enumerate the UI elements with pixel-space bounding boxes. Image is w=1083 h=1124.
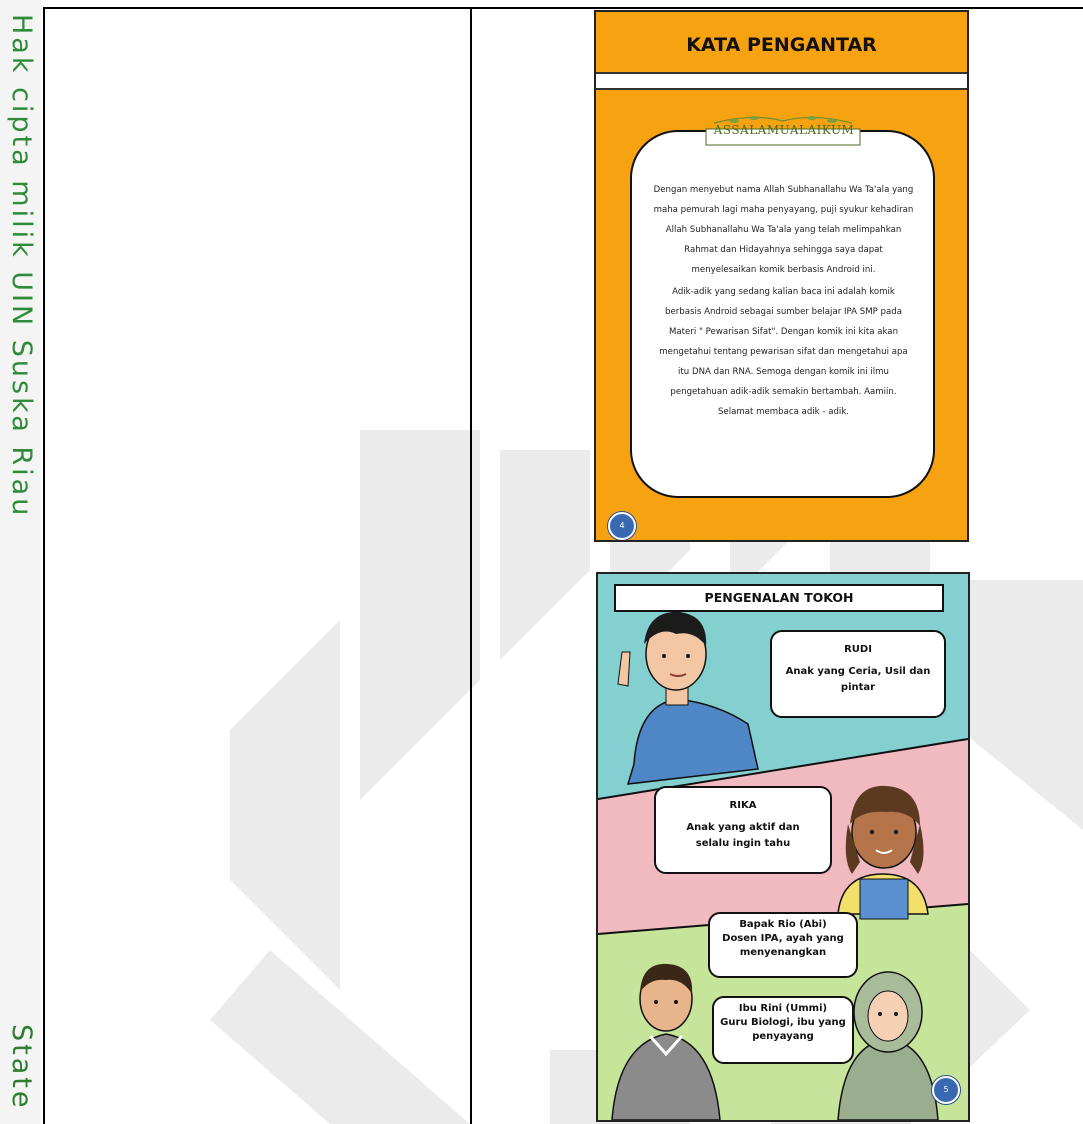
abi-caption	[708, 912, 858, 978]
rudi-name: RUDI	[844, 644, 872, 655]
abi-name: Bapak Rio (Abi)	[739, 919, 827, 930]
page-title: PENGENALAN TOKOH	[614, 584, 944, 612]
page-number-badge: 5	[932, 1076, 960, 1104]
table-column-divider	[470, 7, 472, 1124]
comic-page-4	[594, 10, 969, 542]
table-left-border	[43, 7, 45, 1124]
state-text: State	[6, 1023, 37, 1110]
page-title: KATA PENGANTAR	[686, 34, 877, 56]
greeting-banner: ASSALAMUALAIKUM	[713, 123, 855, 137]
table-top-border	[43, 7, 1083, 9]
copyright-strip	[0, 0, 41, 1124]
ummi-name: Ibu Rini (Ummi)	[738, 1003, 828, 1014]
title-band	[594, 72, 969, 90]
rudi-caption	[770, 630, 946, 718]
ummi-description: Guru Biologi, ibu yang penyayang	[720, 1017, 846, 1042]
rika-caption	[654, 786, 832, 874]
intro-paragraph-1: Dengan menyebut nama Allah Subhanallahu Wa Ta'ala yang maha pemurah lagi maha penyayang, puji syukur kehadiran Allah Subhanallahu Wa Ta'ala yang telah melimpahkan Rahmat dan Hidayahnya sehingga saya dapat menyelesaikan komik berbasis Android ini.	[653, 185, 914, 275]
page-number-badge: 4	[608, 512, 636, 540]
rudi-description: Anak yang Ceria, Usil dan pintar	[785, 666, 931, 693]
copyright-text: Hak cipta milik UIN Suska Riau	[6, 14, 37, 519]
ummi-caption	[712, 996, 854, 1064]
rika-name: RIKA	[729, 800, 757, 811]
intro-paragraph-2: Adik-adik yang sedang kalian baca ini adalah komik berbasis Android sebagai sumber belajar IPA SMP pada Materi " Pewarisan Sifat". Dengan komik ini kita akan mengetahui tentang pewarisan sifat dan mengetahui apa itu DNA dan RNA. Semoga dengan komik ini ilmu pengetahuan adik-adik semakin bertambah. Aamiin. Selamat membaca adik - adik.	[659, 287, 908, 417]
rika-description: Anak yang aktif dan selalu ingin tahu	[686, 822, 800, 849]
abi-description: Dosen IPA, ayah yang menyenangkan	[722, 933, 844, 958]
comic-page-5	[596, 572, 970, 1122]
